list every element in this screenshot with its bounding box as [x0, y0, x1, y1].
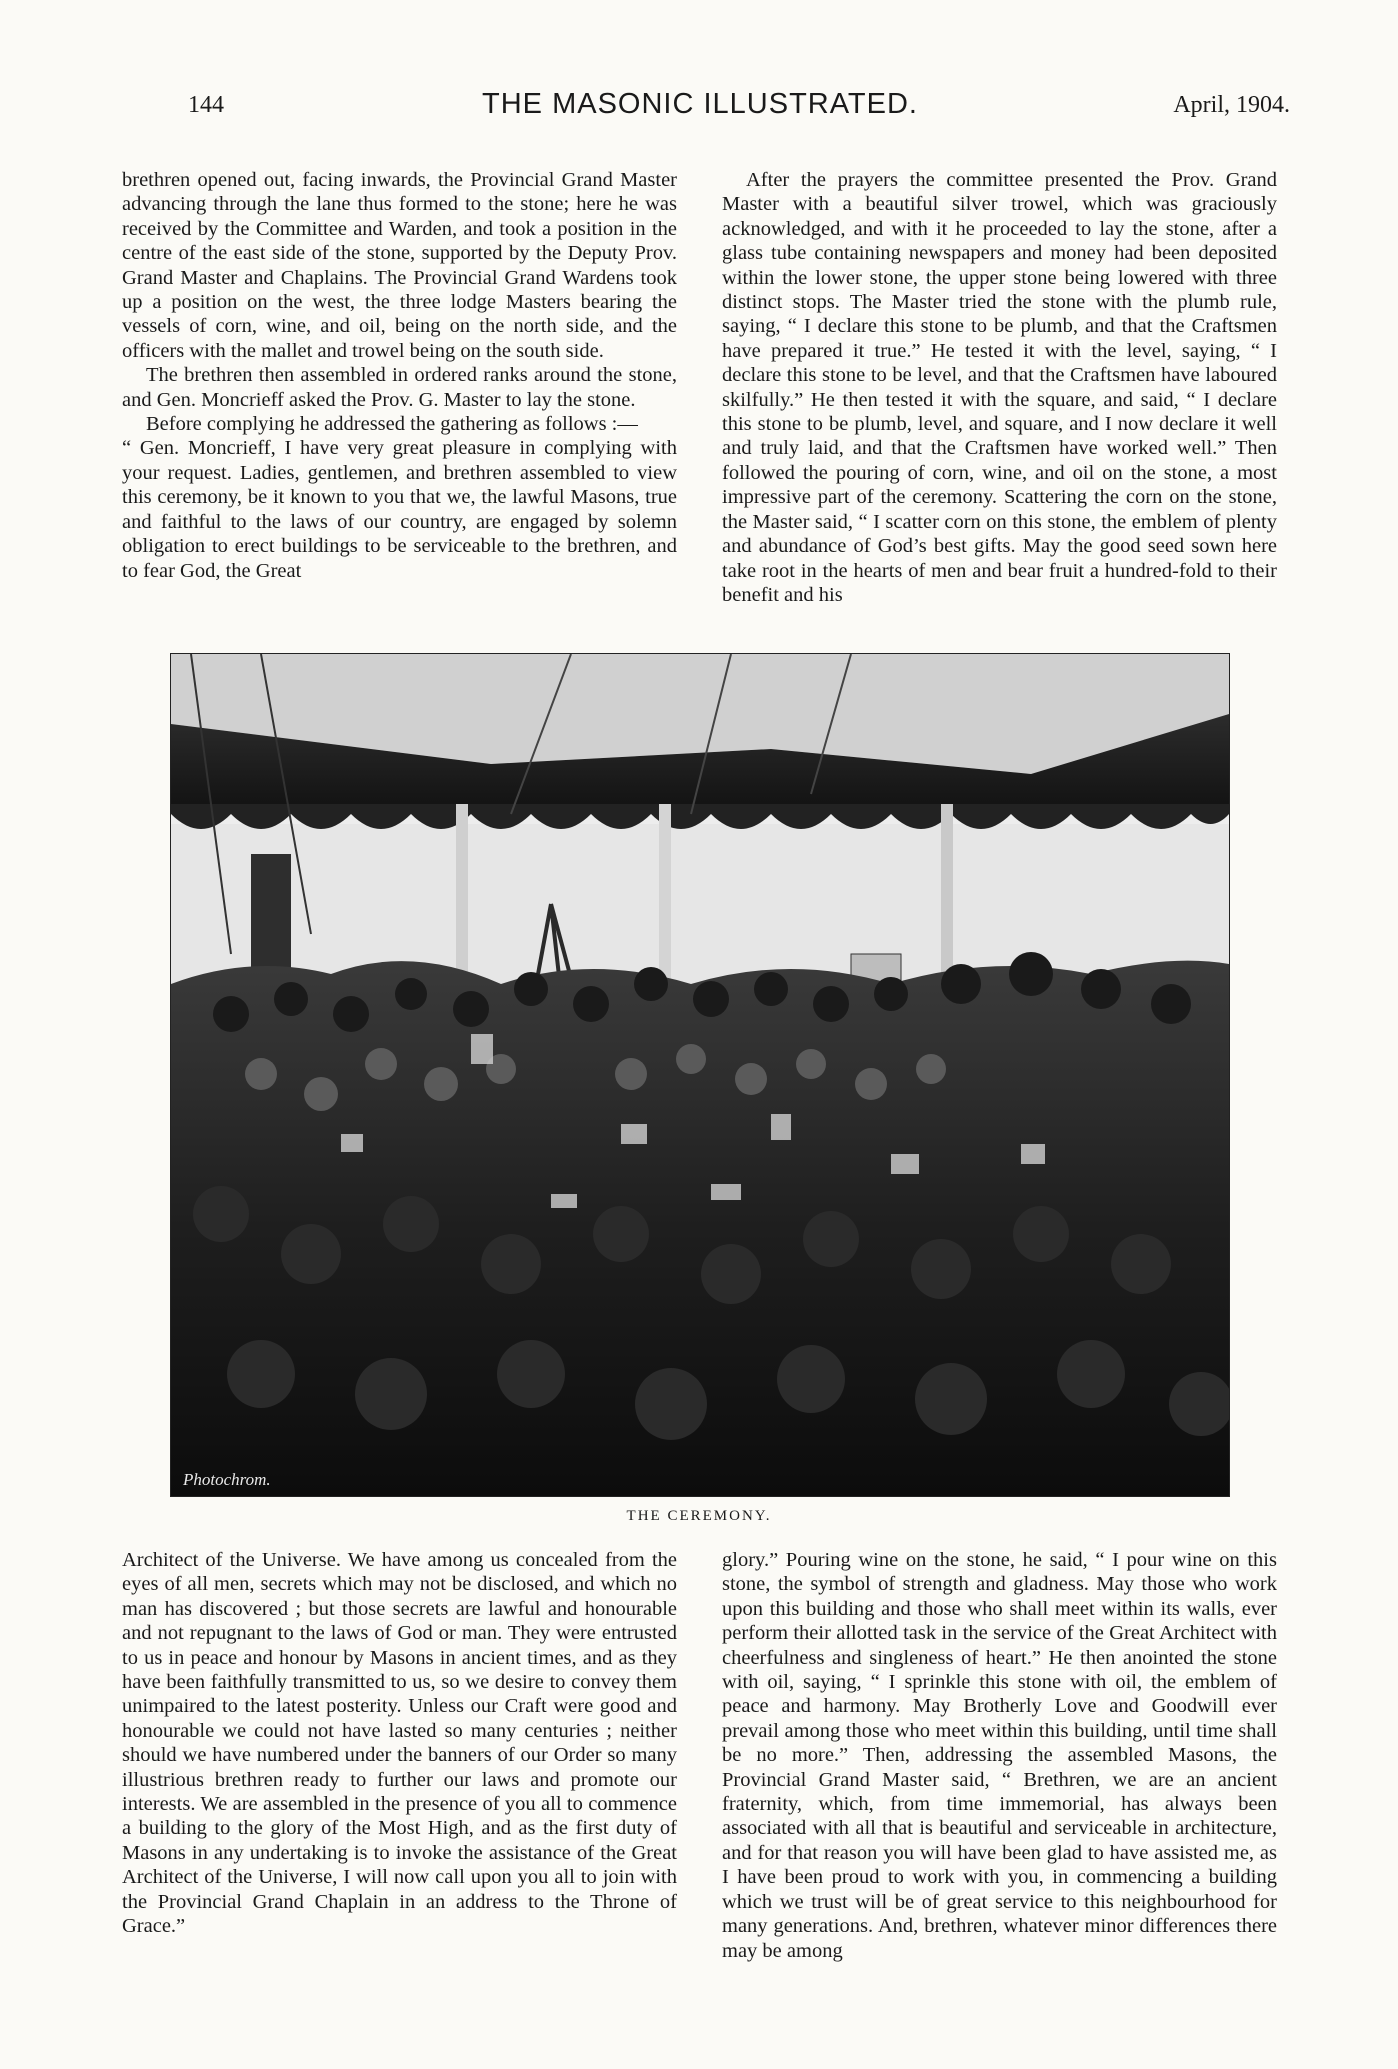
- paragraph: The brethren then assembled in ordered ranks around the stone, and Gen. Moncrieff asked the Prov. G. Master to lay the stone.: [122, 364, 677, 411]
- paragraph: Before complying he addressed the gathering as follows :—: [146, 413, 638, 436]
- column-bottom-left: [122, 1548, 677, 1939]
- paragraph: “ Gen. Moncrieff, I have very great pleasure in complying with your request. Ladies, gentlemen, and brethren assembled to view this ceremony, be it known to you that we, the lawful Masons, true and faithful to the laws of our country, are engaged by solemn obligation to erect buildings to be serviceable to the brethren, and to fear God, the Great: [122, 437, 677, 582]
- photo-credit: Photochrom.: [183, 1470, 271, 1489]
- column-top-left: [122, 168, 677, 583]
- page-header: [110, 88, 1290, 128]
- page-number: 144: [188, 92, 224, 118]
- issue-date: April, 1904.: [1173, 92, 1290, 118]
- paragraph: Architect of the Universe. We have among us concealed from the eyes of all men, secrets which may not be disclosed, and which no man has discovered ; but those secrets are lawful and honourable and not repugnant to the laws of God or man. They were entrusted to us in peace and honour by Masons in ancient times, and as they have been faithfully transmitted to us, so we desire to convey them unimpaired to the latest posterity. Unless our Craft were good and honourable we could not have lasted so many centuries ; neither should we have numbered under the banners of our Order so many illustrious brethren ready to further our laws and promote our interests. We are assembled in the presence of you all to commence a building to the glory of the Most High, and as the first duty of Masons in any undertaking is to invoke the assistance of the Great Architect of the Universe, I will now call upon you all to join with the Provincial Grand Chaplain in an address to the Throne of Grace.”: [122, 1549, 677, 1938]
- column-bottom-right: [722, 1548, 1277, 1963]
- ceremony-photo-illustration: [171, 654, 1229, 1496]
- column-top-right: [722, 168, 1277, 607]
- paragraph: After the prayers the committee presented the Prov. Grand Master with a beautiful silver trowel, which was graciously acknowledged, and with it he proceeded to lay the stone, after a glass tube containing newspapers and money had been deposited within the lower stone, the upper stone being lowered with three distinct stops. The Master tried the stone with the plumb rule, saying, “ I declare this stone to be plumb, and that the Craftsmen have prepared it true.” He tested it with the level, saying, “ I declare this stone to be level, and that the Craftsmen have laboured skilfully.” He then tested it with the square, and said, “ I declare this stone to be plumb, level, and square, and I now declare it well and truly laid, and that the Craftsmen have worked well.” Then followed the pouring of corn, wine, and oil on the stone, a most impressive part of the ceremony. Scattering the corn on the stone, the Master said, “ I scatter corn on this stone, the emblem of plenty and abundance of God’s best gifts. May the good seed sown here take root in the hearts of men and bear fruit a hundred-fold to their benefit and his: [722, 169, 1277, 606]
- journal-title: THE MASONIC ILLUSTRATED.: [482, 88, 918, 120]
- photo-caption: THE CEREMONY.: [626, 1508, 772, 1524]
- paragraph: glory.” Pouring wine on the stone, he said, “ I pour wine on this stone, the symbol of strength and gladness. May those who work upon this building and those who shall meet within its walls, ever perform their allotted task in the service of the Great Architect with cheerfulness and singleness of heart.” He then anointed the stone with oil, saying, “ I sprinkle this stone with oil, the emblem of peace and harmony. May Brotherly Love and Goodwill ever prevail among those who meet within this building, until time shall be no more.” Then, addressing the assembled Masons, the Provincial Grand Master said, “ Brethren, we are an ancient fraternity, which, from time immemorial, has always been associated with all that is beautiful and serviceable in architecture, and for that reason you will have been glad to have assisted me, as I have been proud to work with you, in commencing a building which we trust will be of great service to this neighbourhood for many generations. And, brethren, whatever minor differences there may be among: [722, 1549, 1277, 1962]
- paragraph: brethren opened out, facing inwards, the Provincial Grand Master advancing through the lane thus formed to the stone; here he was received by the Committee and Warden, and took a position in the centre of the east side of the stone, supported by the Deputy Prov. Grand Master and Chaplains. The Provincial Grand Wardens took up a position on the west, the three lodge Masters bearing the vessels of corn, wine, and oil, being on the north side, and the officers with the mallet and trowel being on the south side.: [122, 169, 677, 362]
- ceremony-photograph: [170, 653, 1230, 1497]
